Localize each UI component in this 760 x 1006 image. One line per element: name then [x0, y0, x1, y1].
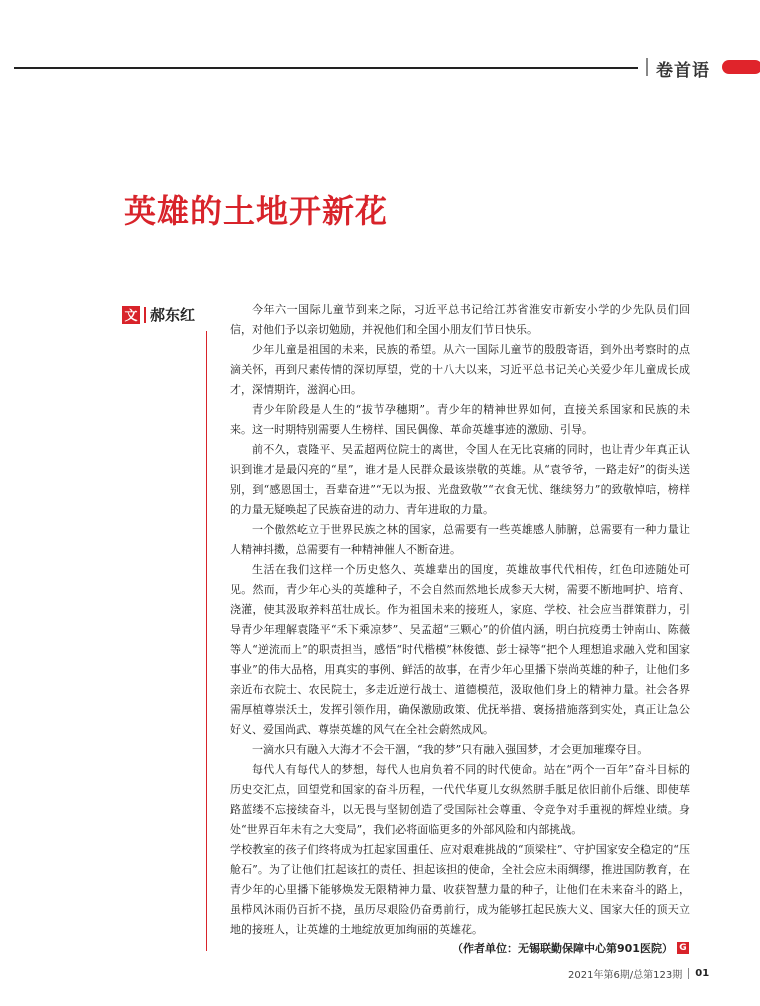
byline: [122, 304, 195, 325]
issue-info: 2021年第6期/总第123期: [568, 970, 683, 981]
article-title: 英雄的土地开新花: [124, 192, 389, 230]
author-affiliation: [452, 940, 689, 956]
footer-divider: [688, 968, 689, 979]
end-mark-icon: G: [677, 942, 689, 954]
paragraph: 一滴水只有融入大海才不会干涸，“我的梦”只有融入强国梦，才会更加璀璨夺目。: [252, 743, 649, 756]
byline-marker: 文: [122, 306, 140, 324]
paragraph: 青少年阶段是人生的“拔节孕穗期”。青少年的精神世界如何，直接关系国家和民族的未来。这一时期特别需要人生榜样、国民偶像、革命英雄事迹的激励、引导。: [230, 403, 690, 436]
paragraph: 生活在我们这样一个历史悠久、英雄辈出的国度，英雄故事代代相传，红色印迹随处可见。然而，青少年心头的英雄种子，不会自然而然地长成参天大树，需要不断地呵护、培育、浇灌，使其汲取养料茁壮成长。作为祖国未来的接班人，家庭、学校、社会应当群策群力，引导青少年理解袁隆平“禾下乘凉梦”、吴孟超“三颗心”的价值内涵，明白抗疫勇士钟南山、陈薇等人“逆流而上”的职责担当，感悟“时代楷模”林俊德、彭士禄等“把个人理想追求融入党和国家事业”的伟大品格，用真实的事例、鲜活的故事，在青少年心里播下崇尚英雄的种子，让他们多亲近布衣院士、农民院士，多走近逆行战士、道德模范，汲取他们身上的精神力量。社会各界需厚植尊崇沃土，发挥引领作用，确保激励政策、优抚举措、褒扬措施落到实处，真正让急公好义、爱国尚武、尊崇英雄的风气在全社会蔚然成风。: [230, 563, 690, 736]
paragraph: 学校教室的孩子们终将成为扛起家国重任、应对艰难挑战的“顶梁柱”、守护国家安全稳定的“压舱石”。为了让他们扛起该扛的责任、担起该担的使命，全社会应未雨绸缪，推进国防教育，在青少年的心里播下能够焕发无限精神力量、收获智慧力量的种子，让他们在未来奋斗的路上，虽栉风沐雨仍百折不挠，虽历尽艰险仍奋勇前行，成为能够扛起民族大义、国家大任的顶天立地的接班人，让英雄的土地绽放更加绚丽的英雄花。: [230, 843, 690, 936]
paragraph: 今年六一国际儿童节到来之际，习近平总书记给江苏省淮安市新安小学的少先队员们回信，对他们予以亲切勉励，并祝他们和全国小朋友们节日快乐。: [230, 303, 690, 336]
author-name: 郝东红: [150, 306, 196, 324]
article-body: [230, 300, 690, 940]
section-accent-pill: [722, 60, 760, 74]
page-footer: [568, 966, 709, 981]
page-number: 01: [695, 968, 710, 979]
side-accent-rule: [206, 331, 207, 951]
section-label: 卷首语: [656, 61, 710, 81]
affiliation-text: （作者单位：无锡联勤保障中心第901医院）: [452, 942, 673, 955]
paragraph: 少年儿童是祖国的未来，民族的希望。从六一国际儿童节的殷殷寄语，到外出考察时的点滴关怀，再到尺素传情的深切厚望，党的十八大以来，习近平总书记关心关爱少年儿童成长成才，深情期许，滋润心田。: [230, 343, 690, 396]
paragraph: 每代人有每代人的梦想，每代人也肩负着不同的时代使命。站在“两个一百年”奋斗目标的历史交汇点，回望党和国家的奋斗历程，一代代华夏儿女纵然胼手胝足依旧前仆后继、即使荜路蓝缕不忘接续奋斗，以无畏与坚韧创造了受国际社会尊重、令竞争对手重视的辉煌业绩。身处“世界百年未有之大变局”，我们必将面临更多的外部风险和内部挑战。: [230, 763, 690, 836]
header-separator: [646, 58, 648, 76]
header-rule: [14, 67, 638, 69]
byline-divider: [144, 307, 146, 323]
paragraph: 一个傲然屹立于世界民族之林的国家，总需要有一些英雄感人肺腑，总需要有一种力量让人精神抖擞，总需要有一种精神催人不断奋进。: [230, 523, 690, 556]
paragraph: 前不久，袁隆平、吴孟超两位院士的离世，令国人在无比哀痛的同时，也让青少年真正认识到谁才是最闪亮的“星”，谁才是人民群众最该崇敬的英雄。从“袁爷爷，一路走好”的街头送别，到“感恩国士，吾辈奋进”“无以为报、光盘致敬”“衣食无忧、继续努力”的致敬悼唁，榜样的力量无疑唤起了民族奋进的动力、青年进取的力量。: [230, 443, 690, 516]
